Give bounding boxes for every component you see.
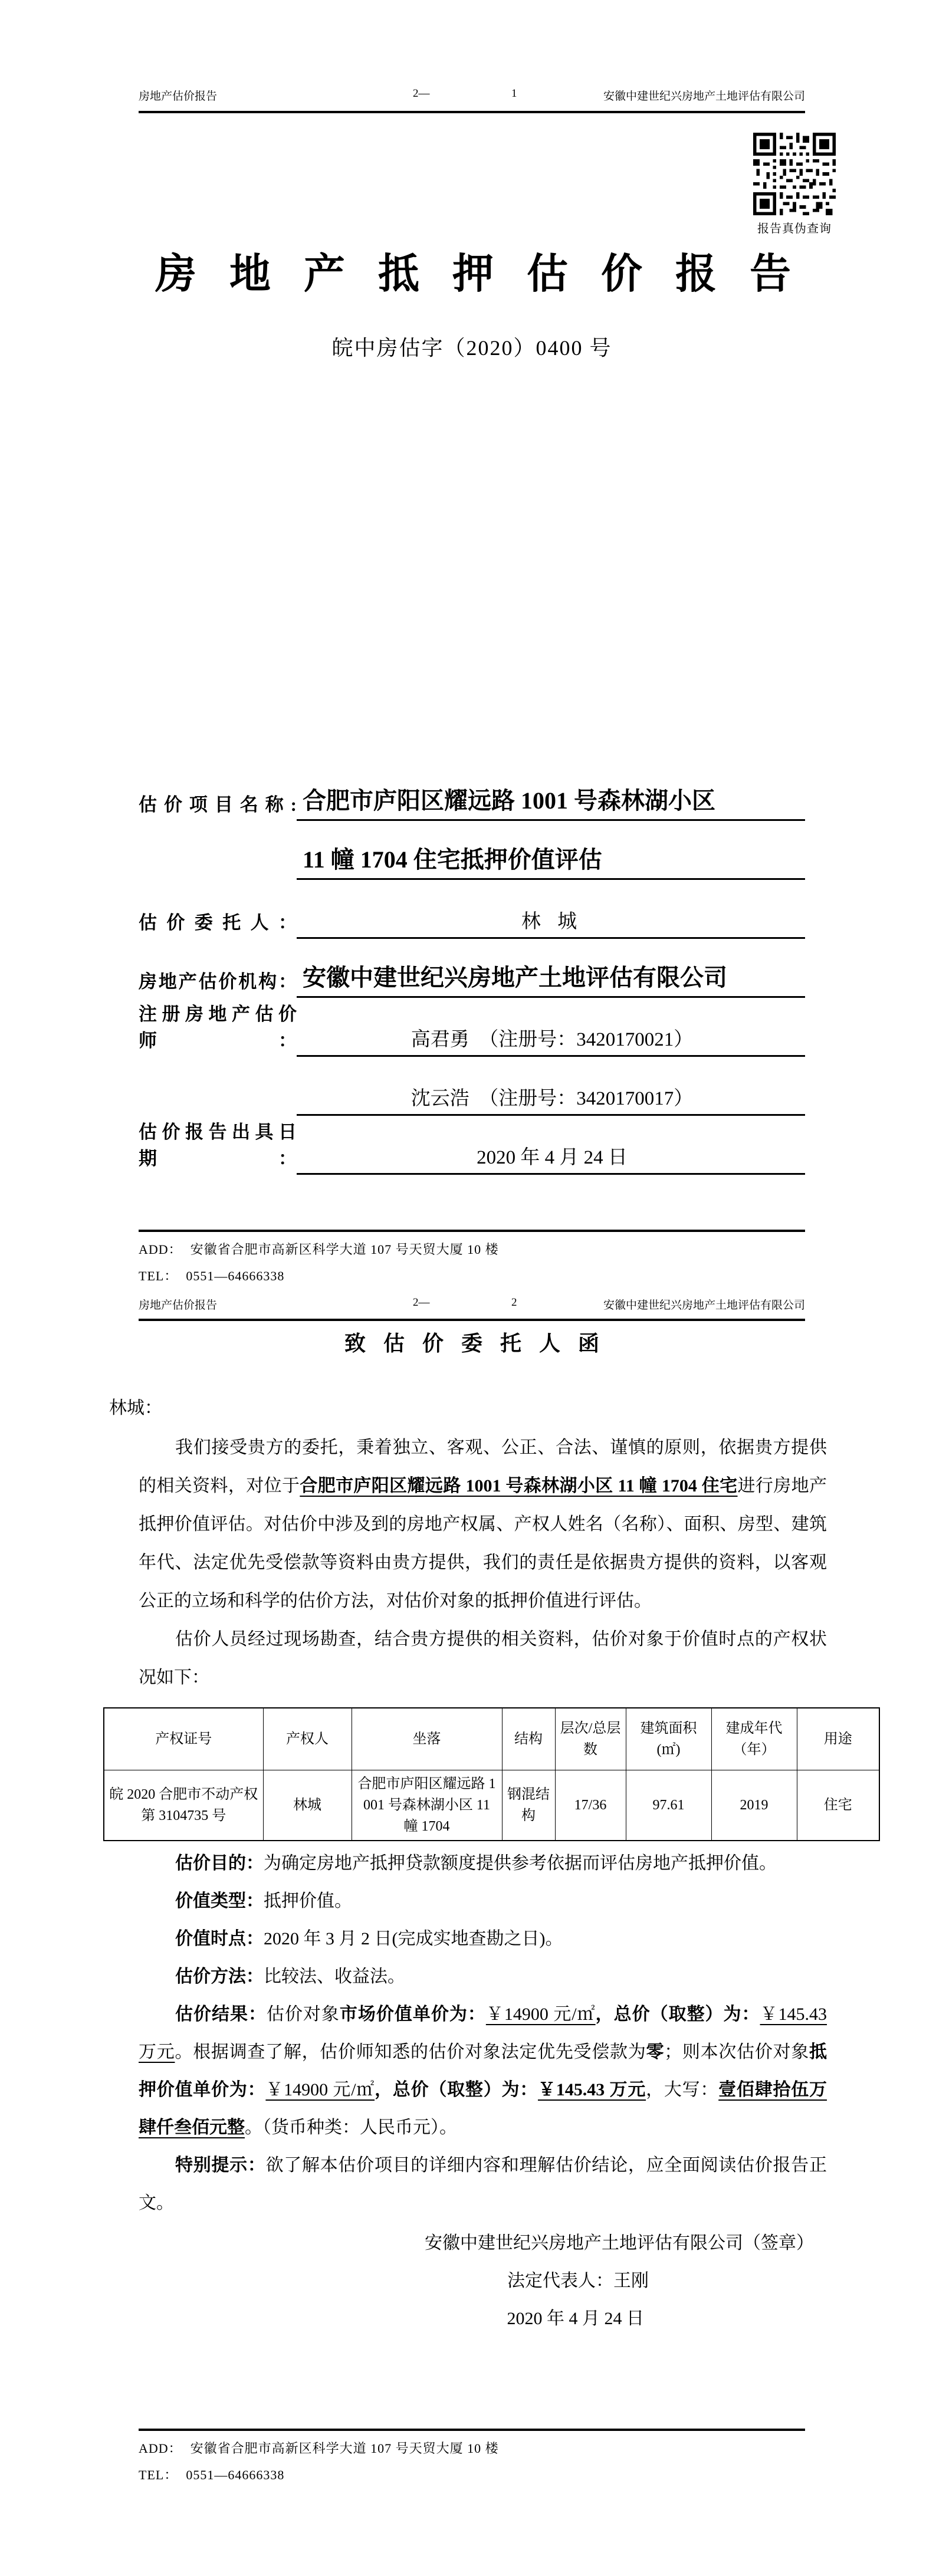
field-label: 注册房地产估价师： [139,1004,297,1051]
field-row-appraiser-2 [139,1057,805,1116]
property-table [103,1707,880,1841]
field-row-issue-date [139,1116,805,1175]
header-doc-label: 房地产估价报告 [139,1299,218,1312]
cover-fields [139,762,805,1175]
header-rule [139,111,805,113]
signature-legal-rep: 法定代表人：王刚 [507,2271,649,2291]
result-text: 。（货币种类：人民币元）。 [245,2118,457,2137]
item-label: 估价方法： [175,1967,264,1986]
salutation: 林城： [109,1398,162,1418]
item-text: 抵押价值。 [264,1891,352,1911]
paragraph-special-note [139,2147,827,2222]
field-value: 沈云浩 （注册号：3420170017） [297,1083,805,1116]
item-text: 为确定房地产抵押贷款额度提供参考依据而评估房地产抵押价值。 [264,1854,777,1873]
result-text: 估价对象 [266,2005,340,2024]
col-header-owner: 产权人 [263,1708,352,1770]
unit-price-value: ￥14900 元/㎡ [485,2005,596,2024]
result-text: ，总价（取整）为： [595,2005,760,2024]
field-label: 估价委托人： [139,912,297,933]
address-text: 安徽省合肥市高新区科学大道 107 号天贸大厦 10 楼 [190,2441,499,2456]
col-header-structure: 结构 [502,1708,555,1770]
result-label: 估价结果： [175,2005,267,2024]
col-header-location: 坐落 [352,1708,502,1770]
qr-code-icon [753,133,836,215]
address-line [139,1241,805,1259]
paragraph-result [139,1996,827,2147]
result-text: ，大写： [646,2080,719,2099]
paragraph-commission [139,1428,827,1620]
item-label: 价值时点： [175,1929,264,1949]
field-row-project-name-2 [139,821,805,880]
header-page-number: 2 [511,1296,517,1309]
paragraph-text: 进行房地产抵押价值评估。对估价中涉及到的房地产权属、产权人姓名（名称）、面积、房型、建筑年代、法定优先受偿款等资料由贵方提供，我们的责任是依据贵方提供的资料，以客观公正的立场和科学的估价方法，对估价对象的抵押价值进行评估。 [139,1476,827,1611]
signature-company: 安徽中建世纪兴房地产土地评估有限公司（签章） [425,2233,814,2253]
field-value: 11 幢 1704 住宅抵押价值评估 [297,841,805,880]
cell-owner: 林城 [263,1770,352,1841]
footer-rule [139,2429,805,2431]
amount-in-words: 壹佰肆拾伍万肆仟叁佰元整 [139,2080,827,2137]
tel-number: 0551—64666338 [186,2467,285,2482]
paragraph-survey: 估价人员经过现场勘查，结合贵方提供的相关资料，估价对象于价值时点的产权状况如下： [139,1629,827,1687]
table-row [104,1770,879,1841]
item-value-type [139,1882,827,1920]
cell-area: 97.61 [626,1770,711,1841]
field-label: 估价项目名称: [139,794,297,815]
header-page-prefix: 2— [413,87,430,100]
cell-year: 2019 [711,1770,797,1841]
field-row-agency [139,939,805,998]
tel-line [139,2466,805,2484]
special-label: 特别提示： [175,2156,266,2175]
address-line [139,2440,805,2457]
field-row-client [139,880,805,939]
field-row-appraiser-1 [139,998,805,1057]
add-label: ADD： [139,1242,182,1257]
field-label: 估价报告出具日期： [139,1122,297,1169]
col-header-area: 建筑面积(㎡) [626,1708,711,1770]
page1-footer [139,1230,805,1285]
result-text: 抵押价值单价为： [139,2042,827,2099]
header-company-name: 安徽中建世纪兴房地产土地评估有限公司 [603,1299,805,1312]
mortgage-total-price-value: ￥145.43 万元 [538,2080,646,2099]
col-header-floor: 层次/总层数 [555,1708,626,1770]
letter-body [139,1428,827,1697]
tel-label: TEL： [139,2467,178,2482]
item-label: 估价目的： [175,1854,264,1873]
total-price-value: ￥145.43 万元 [139,2005,827,2062]
item-purpose [139,1845,827,1882]
item-value-date [139,1920,827,1958]
header-page-prefix: 2— [413,1296,430,1309]
qr-block [753,133,836,236]
header-company-name: 安徽中建世纪兴房地产土地评估有限公司 [603,90,805,103]
tel-line [139,1267,805,1285]
item-method [139,1958,827,1996]
result-text: ；则本次估价对象 [664,2042,810,2062]
cell-use: 住宅 [797,1770,879,1841]
cell-cert-no: 皖 2020 合肥市不动产权第 3104735 号 [104,1770,263,1841]
page2-header [139,1296,805,1314]
project-highlight: 合肥市庐阳区耀远路 1001 号森林湖小区 11 幢 1704 住宅 [300,1476,738,1496]
col-header-cert-no: 产权证号 [104,1708,263,1770]
result-text: ，总价（取整）为： [375,2080,538,2099]
report-title: 房地产抵押估价报告 [155,252,824,297]
add-label: ADD： [139,2441,182,2456]
letter-title: 致估价委托人函 [344,1332,617,1355]
special-text: 欲了解本估价项目的详细内容和理解估价结论，应全面阅读估价报告正文。 [139,2156,827,2213]
page2-footer [139,2429,805,2484]
result-text: 。根据调查了解，估价师知悉的估价对象法定优先受偿款为 [175,2042,646,2062]
item-label: 价值类型： [175,1891,264,1911]
header-page-number: 1 [511,87,517,100]
col-header-use: 用途 [797,1708,879,1770]
field-label [139,1111,297,1116]
page1-header [139,87,805,105]
field-label: 房地产估价机构： [139,971,297,992]
item-text: 比较法、收益法。 [264,1967,405,1986]
cell-structure: 钢混结构 [502,1770,555,1841]
result-text: 市场价值单价为： [339,2005,486,2024]
item-text: 2020 年 3 月 2 日(完成实地查勘之日)。 [264,1929,563,1949]
header-rule [139,1319,805,1321]
paragraph-text: 我们接受贵方的委托，秉着独立、客观、公正、合法、谨慎的原则，依据贵方提供的相关资料，对位于 [139,1438,827,1496]
cell-floor: 17/36 [555,1770,626,1841]
col-header-year: 建成年代（年） [711,1708,797,1770]
tel-label: TEL： [139,1269,178,1283]
field-value: 安徽中建世纪兴房地产土地评估有限公司 [297,959,805,998]
header-doc-label: 房地产估价报告 [139,90,218,103]
mortgage-unit-price-value: ￥14900 元/㎡ [265,2080,375,2099]
field-value: 高君勇 （注册号：3420170021） [297,1024,805,1057]
field-row-project-name [139,762,805,821]
terms-section [139,1845,827,2222]
cell-location: 合肥市庐阳区耀远路 1001 号森林湖小区 11 幢 1704 [352,1770,502,1841]
qr-caption: 报告真伪查询 [757,222,832,235]
address-text: 安徽省合肥市高新区科学大道 107 号天贸大厦 10 楼 [190,1242,499,1257]
field-value: 合肥市庐阳区耀远路 1001 号森林湖小区 [297,782,805,821]
field-value: 2020 年 4 月 24 日 [297,1142,805,1175]
result-text: 零 [646,2042,665,2062]
signature-date: 2020 年 4 月 24 日 [507,2309,644,2328]
tel-number: 0551—64666338 [186,1269,285,1283]
footer-rule [139,1230,805,1232]
table-header-row [104,1708,879,1770]
signature-block [139,2225,826,2338]
report-number: 皖中房估字（2020）0400 号 [331,336,612,360]
field-label [139,875,297,880]
field-value: 林 城 [297,906,805,939]
